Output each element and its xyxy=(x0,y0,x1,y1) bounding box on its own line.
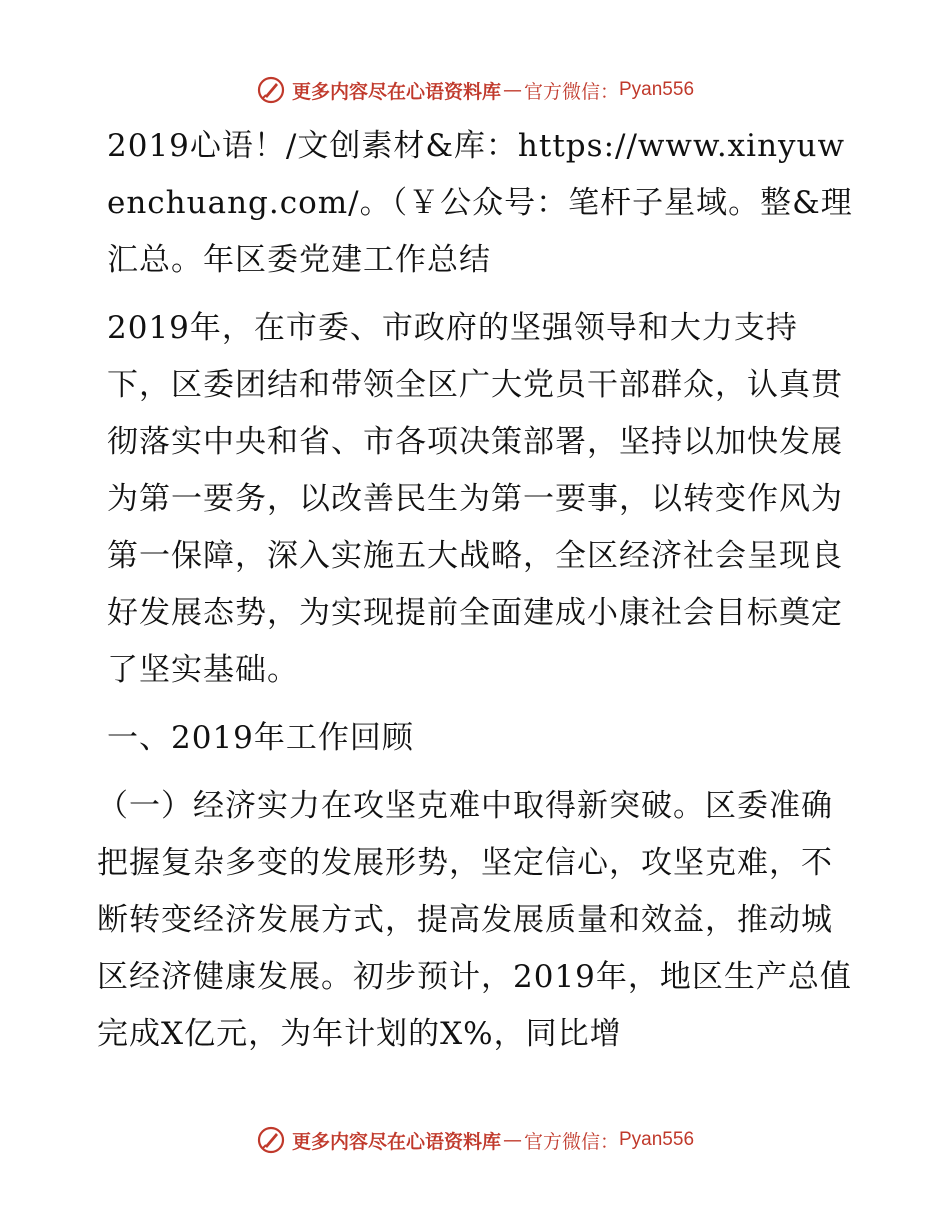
banner-site-text: 更多内容尽在心语资料库 xyxy=(291,1130,501,1153)
banner-separator: — xyxy=(502,79,522,101)
economy-paragraph: （一）经济实力在攻坚克难中取得新突破。区委准确把握复杂多变的发展形势，坚定信心，攻坚克难，不断转变经济发展方式，提高发展质量和效益，推动城区经济健康发展。初步预计，2019年，地区生产总值完成X亿元，为年计划的X%，同比增 xyxy=(97,788,852,1052)
document-title-paragraph: 2019心语！/文创素材&库：https://www.xinyuwenchuang.com/。（￥公众号：笔杆子星域。整&理汇总。年区委党建工作总结 xyxy=(107,128,853,278)
banner-separator: — xyxy=(502,1129,522,1151)
header-watermark-banner xyxy=(0,70,950,110)
document-body xyxy=(97,118,857,1063)
banner-wechat-id: Pyan556 xyxy=(619,1129,695,1150)
footer-watermark-banner xyxy=(0,1120,950,1160)
feather-pen-logo-icon xyxy=(256,75,286,105)
intro-paragraph: 2019年，在市委、市政府的坚强领导和大力支持下，区委团结和带领全区广大党员干部群众，认真贯彻落实中央和省、市各项决策部署，坚持以加快发展为第一要务，以改善民生为第一要事，以转变作风为第一保障，深入实施五大战略，全区经济社会呈现良好发展态势，为实现提前全面建成小康社会目标奠定了坚实基础。 xyxy=(107,310,843,688)
section-heading: 一、2019年工作回顾 xyxy=(107,720,414,756)
feather-pen-logo-icon xyxy=(256,1125,286,1155)
banner-official-label: 官方微信： xyxy=(523,80,619,103)
banner-wechat-id: Pyan556 xyxy=(619,79,695,100)
banner-site-text: 更多内容尽在心语资料库 xyxy=(291,80,501,103)
banner-official-label: 官方微信： xyxy=(523,1130,619,1153)
